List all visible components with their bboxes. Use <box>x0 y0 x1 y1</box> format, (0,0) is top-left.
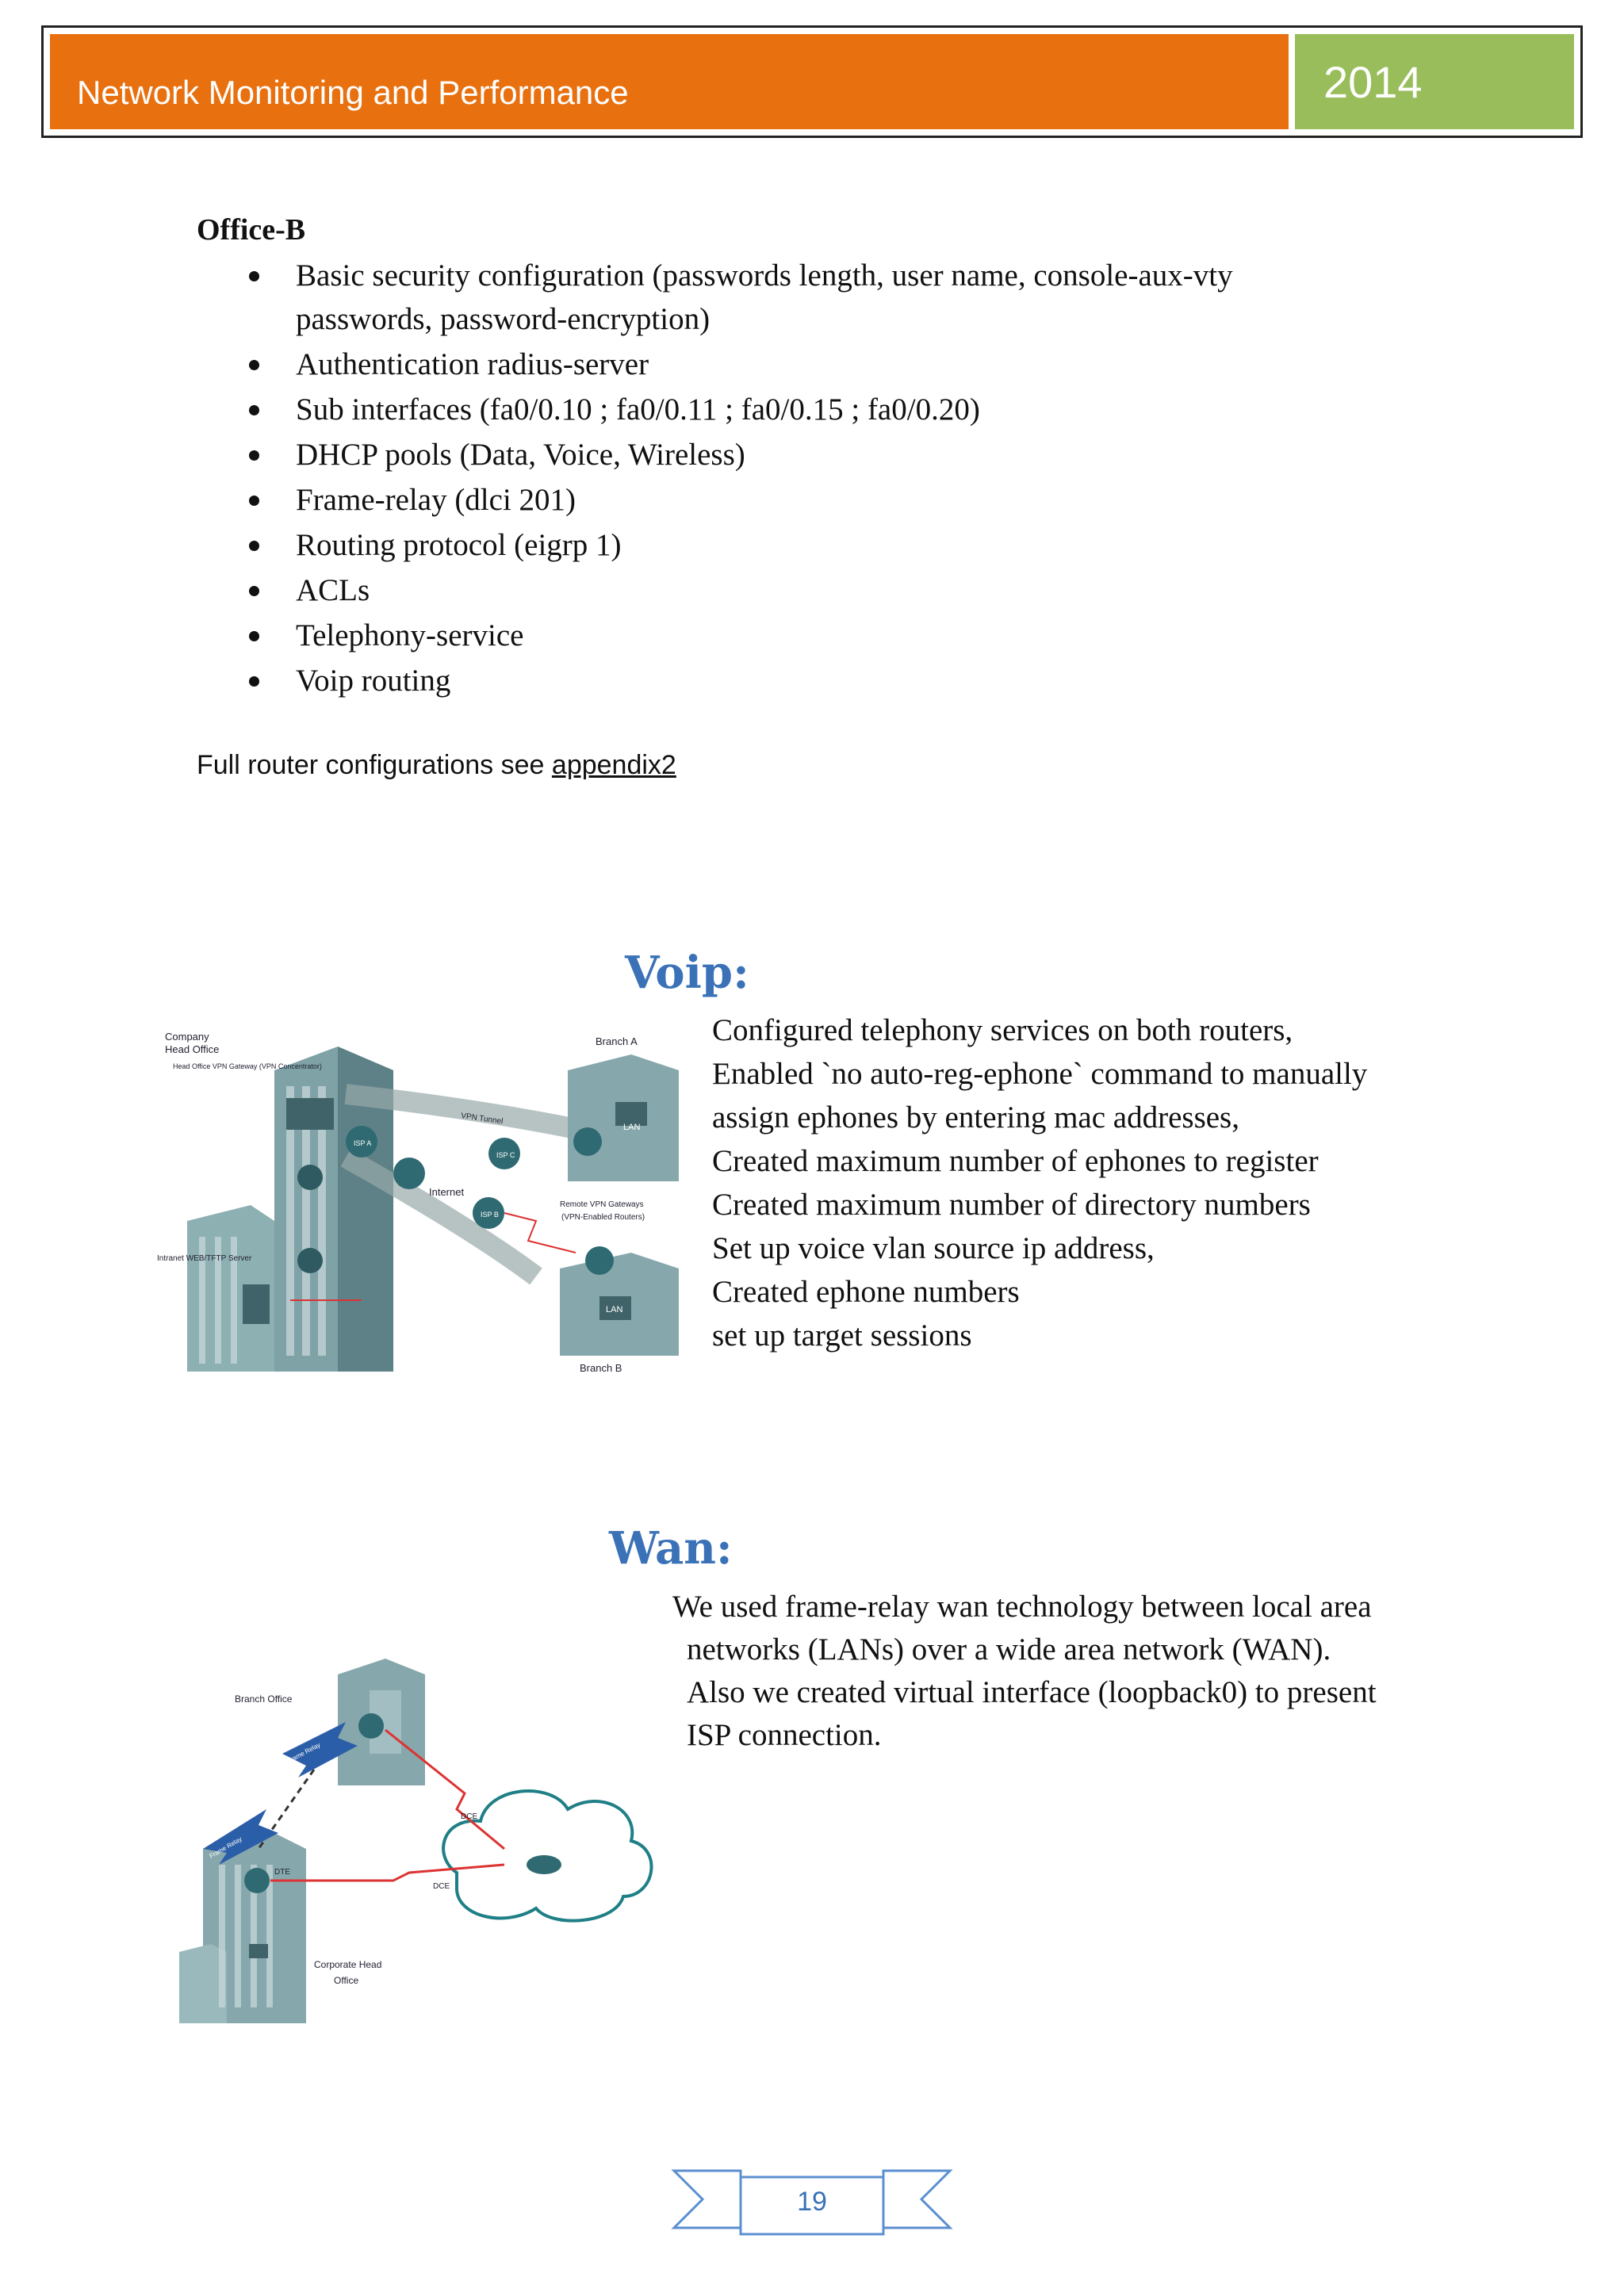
page-number-ribbon <box>671 2160 953 2239</box>
bullet-icon <box>249 360 259 370</box>
svg-text:LAN: LAN <box>623 1123 641 1132</box>
document-title: Network Monitoring and Performance <box>77 74 629 111</box>
voip-line: Created maximum number of directory numbers <box>712 1188 1311 1222</box>
svg-text:Frame Relay: Frame Relay <box>208 1835 243 1860</box>
wan-heading: Wan: <box>609 1522 733 1575</box>
svg-text:DCE: DCE <box>461 1812 478 1821</box>
bullet-icon <box>249 631 259 641</box>
svg-text:LAN: LAN <box>606 1305 623 1314</box>
header-title-bar <box>50 34 1289 129</box>
appendix-link[interactable]: appendix2 <box>551 750 676 780</box>
list-item: Routing protocol (eigrp 1) <box>197 523 1331 568</box>
bullet-icon <box>249 450 259 461</box>
list-item-continuation: passwords, password-encryption) <box>296 302 710 336</box>
wan-network-diagram <box>155 1651 663 2028</box>
voip-line: set up target sessions <box>712 1318 972 1353</box>
svg-text:Internet: Internet <box>429 1186 465 1198</box>
svg-text:Frame Relay: Frame Relay <box>285 1741 322 1765</box>
list-item: Telephony-service <box>197 614 1331 658</box>
svg-text:Branch A: Branch A <box>596 1035 638 1047</box>
svg-text:ISP B: ISP B <box>481 1211 499 1219</box>
header-year-bar <box>1295 34 1574 129</box>
page-number: 19 <box>797 2187 827 2217</box>
svg-text:Branch B: Branch B <box>580 1362 622 1374</box>
full-config-note: Full router configurations see appendix2 <box>197 750 676 780</box>
svg-text:Company: Company <box>165 1031 209 1043</box>
list-item: Frame-relay (dlci 201) <box>197 478 1331 522</box>
bullet-icon <box>249 541 259 551</box>
svg-text:ISP A: ISP A <box>354 1139 372 1147</box>
voip-network-diagram <box>155 1023 688 1376</box>
list-item: Basic security configuration (passwords length, user name, console-aux-vty <box>197 254 1331 298</box>
header-banner <box>41 25 1583 138</box>
voip-heading: Voip: <box>625 947 749 999</box>
svg-text:DTE: DTE <box>274 1868 290 1877</box>
list-item: Authentication radius-server <box>197 342 1331 387</box>
voip-description <box>712 1008 1505 1357</box>
svg-text:Branch Office: Branch Office <box>235 1693 293 1705</box>
voip-line: Configured telephony services on both routers, <box>712 1013 1293 1047</box>
svg-text:Intranet WEB/TFTP Server: Intranet WEB/TFTP Server <box>157 1254 252 1263</box>
bullet-icon <box>249 586 259 596</box>
svg-text:DCE: DCE <box>433 1882 450 1891</box>
svg-text:Corporate Head: Corporate Head <box>314 1959 382 1970</box>
wan-line: We used frame-relay wan technology between local area <box>672 1590 1372 1624</box>
bullet-icon <box>249 676 259 687</box>
bullet-icon <box>249 405 259 415</box>
svg-text:Head Office VPN Gateway (VPN C: Head Office VPN Gateway (VPN Concentrator) <box>173 1062 322 1070</box>
bullet-icon <box>249 496 259 506</box>
office-b-heading: Office-B <box>197 213 306 247</box>
wan-line: networks (LANs) over a wide area network (WAN). <box>687 1632 1331 1667</box>
list-item: Voip routing <box>197 659 1331 703</box>
office-b-list <box>197 254 1331 704</box>
wan-description <box>672 1586 1465 1757</box>
voip-line: assign ephones by entering mac addresses, <box>712 1100 1239 1135</box>
svg-text:Office: Office <box>334 1975 359 1986</box>
voip-line: Created ephone numbers <box>712 1275 1020 1309</box>
voip-line: Set up voice vlan source ip address, <box>712 1231 1155 1265</box>
list-item: DHCP pools (Data, Voice, Wireless) <box>197 433 1331 477</box>
voip-line: Created maximum number of ephones to register <box>712 1144 1319 1178</box>
voip-line: Enabled `no auto-reg-ephone` command to manually <box>712 1057 1368 1091</box>
svg-text:Remote VPN Gateways: Remote VPN Gateways <box>560 1200 644 1209</box>
wan-line: Also we created virtual interface (loopback0) to present <box>687 1675 1377 1709</box>
bullet-icon <box>249 271 259 281</box>
list-item: ACLs <box>197 568 1331 613</box>
wan-line: ISP connection. <box>687 1718 882 1752</box>
svg-text:(VPN-Enabled Routers): (VPN-Enabled Routers) <box>561 1213 645 1222</box>
svg-text:ISP C: ISP C <box>496 1151 515 1159</box>
svg-text:VPN Tunnel: VPN Tunnel <box>460 1112 504 1127</box>
document-year: 2014 <box>1323 57 1423 107</box>
svg-text:Head Office: Head Office <box>165 1043 220 1055</box>
list-item: Sub interfaces (fa0/0.10 ; fa0/0.11 ; fa0/0.15 ; fa0/0.20) <box>197 388 1331 432</box>
